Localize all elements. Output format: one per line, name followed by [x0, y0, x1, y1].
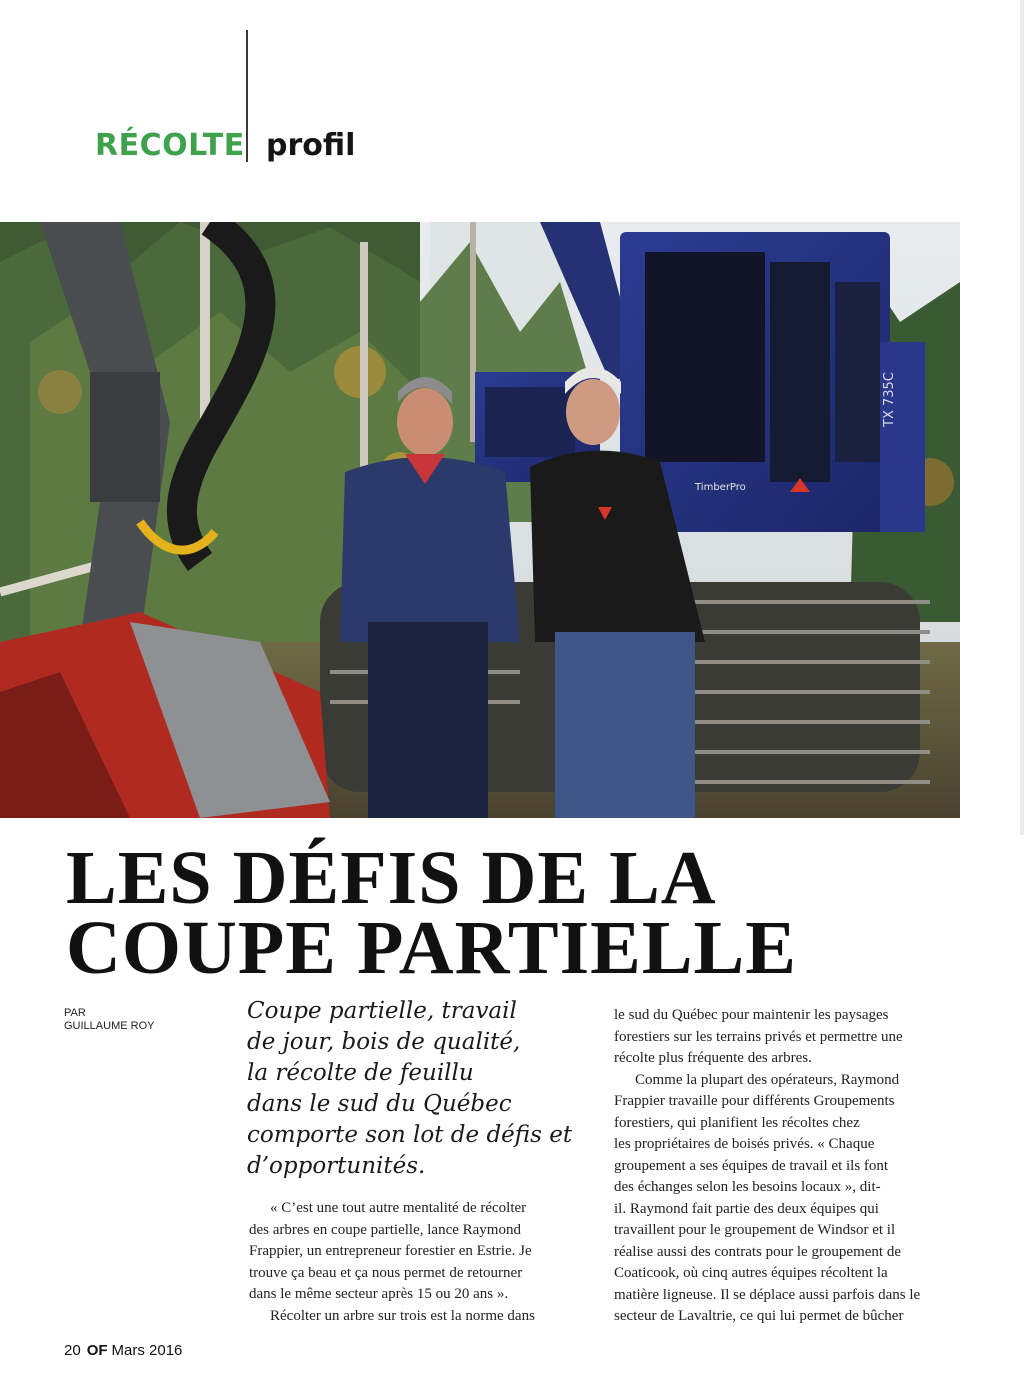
- byline: [64, 1007, 154, 1033]
- lede-line: de jour, bois de qualité,: [247, 1029, 521, 1055]
- lede-line: comporte son lot de défis et: [247, 1122, 573, 1148]
- article-lede: [247, 996, 592, 1182]
- machine-decal-text: TimberPro: [695, 482, 746, 493]
- body-line: secteur de Lavaltrie, ce qui lui permet de bûcher: [614, 1308, 904, 1324]
- header-divider: [246, 30, 248, 162]
- body-line: forestiers sur les terrains privés et permettre une: [614, 1028, 903, 1045]
- cover-photo: [0, 222, 960, 818]
- section-label: RÉCOLTE: [95, 128, 245, 163]
- lede-line: dans le sud du Québec: [247, 1091, 512, 1117]
- subsection-label: profil: [266, 128, 356, 163]
- body-line: Frappier travaille pour différents Groupements: [614, 1093, 895, 1109]
- body-line: des échanges selon les besoins locaux », dit-: [614, 1179, 881, 1195]
- title-line: COUPE PARTIELLE: [66, 906, 797, 990]
- body-line: travaillent pour le groupement de Windsor et il: [614, 1222, 896, 1238]
- article-title: [66, 836, 966, 990]
- body-line: réalise aussi des contrats pour le groupement de: [614, 1243, 901, 1260]
- byline-author: GUILLAUME ROY: [64, 1020, 155, 1032]
- body-line: le sud du Québec pour maintenir les paysages: [614, 1007, 889, 1023]
- body-line: matière ligneuse. Il se déplace aussi parfois dans le: [614, 1286, 921, 1303]
- magazine-logo: OF: [86, 1342, 108, 1359]
- body-line: Comme la plupart des opérateurs, Raymond: [635, 1071, 900, 1088]
- body-line: récolte plus fréquente des arbres.: [614, 1050, 812, 1066]
- machine-model-text: TX 735C: [882, 372, 897, 427]
- lede-line: Coupe partielle, travail: [247, 998, 517, 1024]
- body-line: Coaticook, où cinq autres équipes récoltent la: [614, 1265, 888, 1281]
- byline-prefix: PAR: [64, 1007, 86, 1019]
- body-line: trouve ça beau et ça nous permet de retourner: [249, 1264, 523, 1281]
- page-number: 20: [64, 1342, 81, 1359]
- page-footer: [64, 1342, 182, 1359]
- body-line: dans le même secteur après 15 ou 20 ans ».: [249, 1286, 509, 1302]
- issue-date: Mars 2016: [111, 1342, 183, 1359]
- body-column-right: [614, 1005, 964, 1328]
- lede-line: la récolte de feuillu: [247, 1060, 474, 1086]
- body-line: il. Raymond fait partie des deux équipes qui: [614, 1200, 879, 1217]
- title-line: LES DÉFIS DE LA: [66, 836, 717, 920]
- body-line: Récolter un arbre sur trois est la norme dans: [270, 1307, 535, 1324]
- body-line: Frappier, un entrepreneur forestier en Estrie. Je: [249, 1243, 532, 1259]
- body-line: « C’est une tout autre mentalité de récolter: [270, 1200, 527, 1216]
- body-line: des arbres en coupe partielle, lance Raymond: [249, 1221, 521, 1238]
- body-line: forestiers, qui planifient les récoltes chez: [614, 1114, 860, 1131]
- body-line: les propriétaires de boisés privés. « Chaque: [614, 1136, 875, 1152]
- lede-line: d’opportunités.: [247, 1153, 426, 1179]
- body-line: groupement a ses équipes de travail et ils font: [614, 1157, 889, 1174]
- body-column-left: [249, 1198, 579, 1327]
- page-edge-shadow: [1020, 0, 1024, 835]
